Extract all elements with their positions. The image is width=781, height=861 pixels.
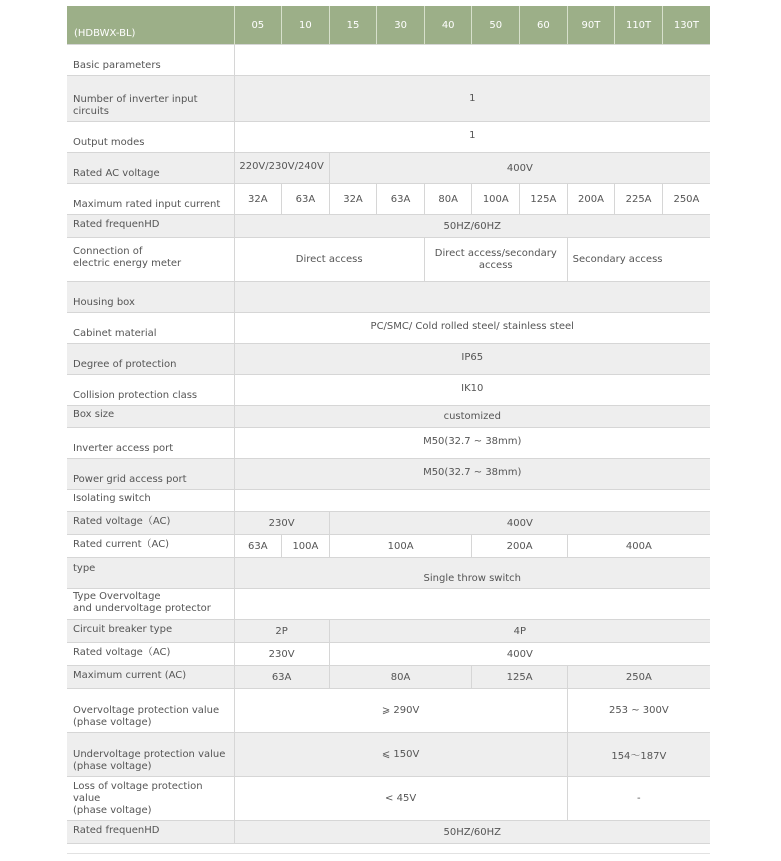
value-cell: 80A [424,184,472,215]
row-label: Rated frequenHD [67,215,234,238]
table-row [67,238,710,282]
value-cell: 63A [234,535,282,558]
footer-divider [67,853,710,854]
value-cell: 250A [662,184,710,215]
header-row [67,6,710,45]
section-title: Isolating switch [67,490,234,512]
table-row [67,459,710,490]
table-row [67,512,710,535]
table-row [67,375,710,406]
table-row [67,122,710,153]
value-cell: 125A [520,184,568,215]
row-label-line: circuits [73,106,109,117]
row-label: Circuit breaker type [67,620,234,643]
value-cell: 200A [567,184,615,215]
value-cell: 4P [329,620,710,643]
section-title-line: and undervoltage protector [73,602,211,614]
value-cell: 250A [567,666,710,689]
value-cell: 32A [234,184,282,215]
section-row-protector [67,589,710,620]
value-cell: IP65 [234,344,710,375]
value-cell: < 45V [234,777,567,821]
table-row [67,733,710,777]
row-label-line: (phase voltage) [73,761,152,772]
row-label: Maximum rated input current [67,184,234,215]
table-row [67,689,710,733]
value-cell: customized [234,406,710,428]
value-cell: 230V [234,512,329,535]
section-row-basic [67,45,710,76]
row-label-line: Undervoltage protection value [73,749,226,760]
table-row [67,535,710,558]
table-row [67,184,710,215]
row-label-line: electric energy meter [73,258,182,269]
empty-cell [234,589,710,620]
table-row [67,406,710,428]
row-label: Cabinet material [67,313,234,344]
row-label: Power grid access port [67,459,234,490]
value-cell: Secondary access [567,238,710,282]
value-cell: 63A [377,184,425,215]
row-label-line: Number of inverter input [73,94,198,105]
value-cell: 80A [329,666,472,689]
value-cell: 253 ~ 300V [567,689,710,733]
row-label [67,777,234,821]
model-header: 90T [567,6,615,45]
row-label: Rated AC voltage [67,153,234,184]
value-cell: 400V [329,643,710,666]
row-label: Collision protection class [67,375,234,406]
value-cell: Direct access/secondary access [424,238,567,282]
value-cell: 50HZ/60HZ [234,821,710,844]
value-cell: 50HZ/60HZ [234,215,710,238]
value-cell: PC/SMC/ Cold rolled steel/ stainless steel [234,313,710,344]
row-label: Maximum current (AC) [67,666,234,689]
model-header: 130T [662,6,710,45]
value-cell: 1 [234,76,710,122]
section-row-housing [67,282,710,313]
row-label: Box size [67,406,234,428]
value-cell: IK10 [234,375,710,406]
model-header: 50 [472,6,520,45]
row-label-line: Loss of voltage protection value [73,781,203,804]
row-label: Degree of protection [67,344,234,375]
row-label [67,733,234,777]
value-cell: 100A [282,535,330,558]
value-cell: 32A [329,184,377,215]
section-title: Housing box [67,282,234,313]
model-header: 10 [282,6,330,45]
value-cell: 63A [234,666,329,689]
spec-table [67,6,710,844]
table-row [67,777,710,821]
row-label: Output modes [67,122,234,153]
table-row [67,821,710,844]
row-label-line: (phase voltage) [73,717,152,728]
table-row [67,428,710,459]
row-label [67,689,234,733]
value-cell: 63A [282,184,330,215]
value-cell: - [567,777,710,821]
value-cell: Direct access [234,238,424,282]
model-header: 60 [520,6,568,45]
table-row [67,666,710,689]
value-cell: 230V [234,643,329,666]
table-row [67,153,710,184]
model-header: 05 [234,6,282,45]
section-title: Basic parameters [67,45,234,76]
row-label: Rated voltage（AC) [67,512,234,535]
value-cell: Single throw switch [234,558,710,589]
table-row [67,313,710,344]
table-row [67,643,710,666]
row-label-line: Overvoltage protection value [73,705,220,716]
row-label: Rated frequenHD [67,821,234,844]
value-cell: 400V [329,512,710,535]
value-cell: 200A [472,535,567,558]
value-cell: 1 [234,122,710,153]
value-cell: 220V/230V/240V [234,153,329,184]
table-row [67,215,710,238]
empty-cell [234,282,710,313]
value-cell: 225A [615,184,663,215]
table-row [67,558,710,589]
value-cell: 2P [234,620,329,643]
value-cell: 154～187V [567,733,710,777]
row-label [67,238,234,282]
row-label-line: (phase voltage) [73,805,152,816]
value-cell: 125A [472,666,567,689]
row-label: Inverter access port [67,428,234,459]
section-title-line: Type Overvoltage [73,590,161,602]
table-row [67,620,710,643]
row-label: type [67,558,234,589]
value-cell: M50(32.7 ~ 38mm) [234,428,710,459]
value-cell: 400V [329,153,710,184]
table-row [67,76,710,122]
empty-cell [234,490,710,512]
value-cell: M50(32.7 ~ 38mm) [234,459,710,490]
row-label: Rated current（AC) [67,535,234,558]
section-row-isolating-switch [67,490,710,512]
row-label [67,76,234,122]
model-header: 15 [329,6,377,45]
row-label-line: Connection of [73,246,143,257]
model-header: 110T [615,6,663,45]
empty-cell [234,45,710,76]
table-row [67,344,710,375]
model-header: 40 [424,6,472,45]
model-header: 30 [377,6,425,45]
value-cell: ⩽ 150V [234,733,567,777]
value-cell: ⩾ 290V [234,689,567,733]
section-title [67,589,234,620]
row-label: Rated voltage（AC) [67,643,234,666]
value-cell: 100A [472,184,520,215]
model-series-header: (HDBWX-BL) [67,6,234,45]
value-cell: 100A [329,535,472,558]
value-cell: 400A [567,535,710,558]
